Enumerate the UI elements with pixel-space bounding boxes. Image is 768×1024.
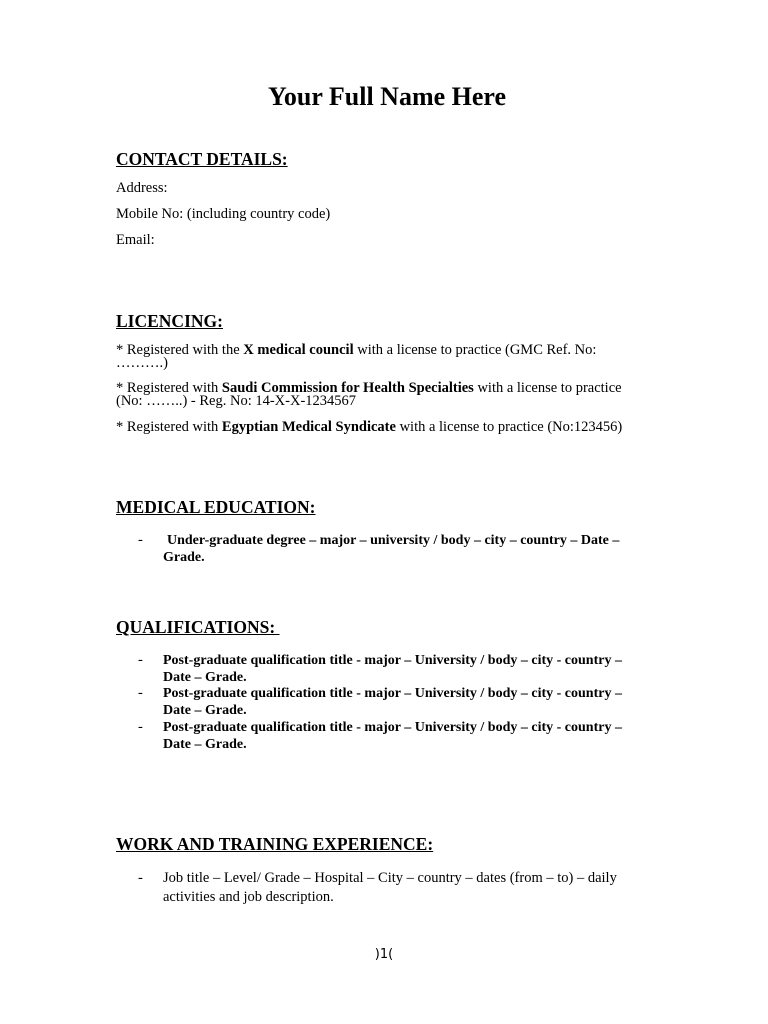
page-title: Your Full Name Here xyxy=(267,82,507,111)
licence-item xyxy=(116,382,646,408)
bullet-dash: - xyxy=(138,719,143,735)
education-item-text: Under-graduate degree – major – university / body – city – country – Date – Grade. xyxy=(163,533,620,565)
licence-item-suffix: with a license to practice (No:123456) xyxy=(395,419,623,435)
bullet-dash: - xyxy=(138,532,143,548)
bullet-dash: - xyxy=(138,870,143,886)
qualification-item-text: Post-graduate qualification title - major – University / body – city - country – Date – Grade. xyxy=(163,653,622,685)
licence-item-prefix: * Registered with the xyxy=(116,342,244,358)
licence-item-body: Egyptian Medical Syndicate xyxy=(221,419,396,435)
licence-item-body: X medical council xyxy=(243,342,354,358)
licence-item-body: Saudi Commission for Health Specialties xyxy=(221,380,474,396)
qualification-item-text: Post-graduate qualification title - major – University / body – city - country – Date – Grade. xyxy=(163,720,622,752)
licence-item-suffix: with a license to practice (No: ……..) - Reg. No: 14-X-X-1234567 xyxy=(116,380,622,409)
bullet-dash: - xyxy=(138,652,143,668)
licencing-heading: LICENCING: xyxy=(116,311,223,331)
qualification-item-text: Post-graduate qualification title - major – University / body – city - country – Date – Grade. xyxy=(163,686,622,718)
licence-item xyxy=(116,421,646,434)
licence-item-suffix: with a license to practice (GMC Ref. No: ……….) xyxy=(116,342,597,371)
contact-heading: CONTACT DETAILS: xyxy=(116,149,288,169)
experience-item-text: Job title – Level/ Grade – Hospital – City – country – dates (from – to) – daily activities and job description. xyxy=(163,870,617,905)
address-line: Address: xyxy=(116,180,168,196)
licence-item xyxy=(116,344,646,370)
qualifications-heading: QUALIFICATIONS: xyxy=(116,617,280,637)
licence-item-prefix: * Registered with xyxy=(116,380,222,396)
experience-heading: WORK AND TRAINING EXPERIENCE: xyxy=(116,834,434,854)
mobile-line: Mobile No: (including country code) xyxy=(116,206,331,222)
education-heading: MEDICAL EDUCATION: xyxy=(116,497,316,517)
email-line: Email: xyxy=(116,232,155,248)
page-number: )1( xyxy=(374,947,394,962)
bullet-dash: - xyxy=(138,685,143,701)
licence-item-prefix: * Registered with xyxy=(116,419,222,435)
